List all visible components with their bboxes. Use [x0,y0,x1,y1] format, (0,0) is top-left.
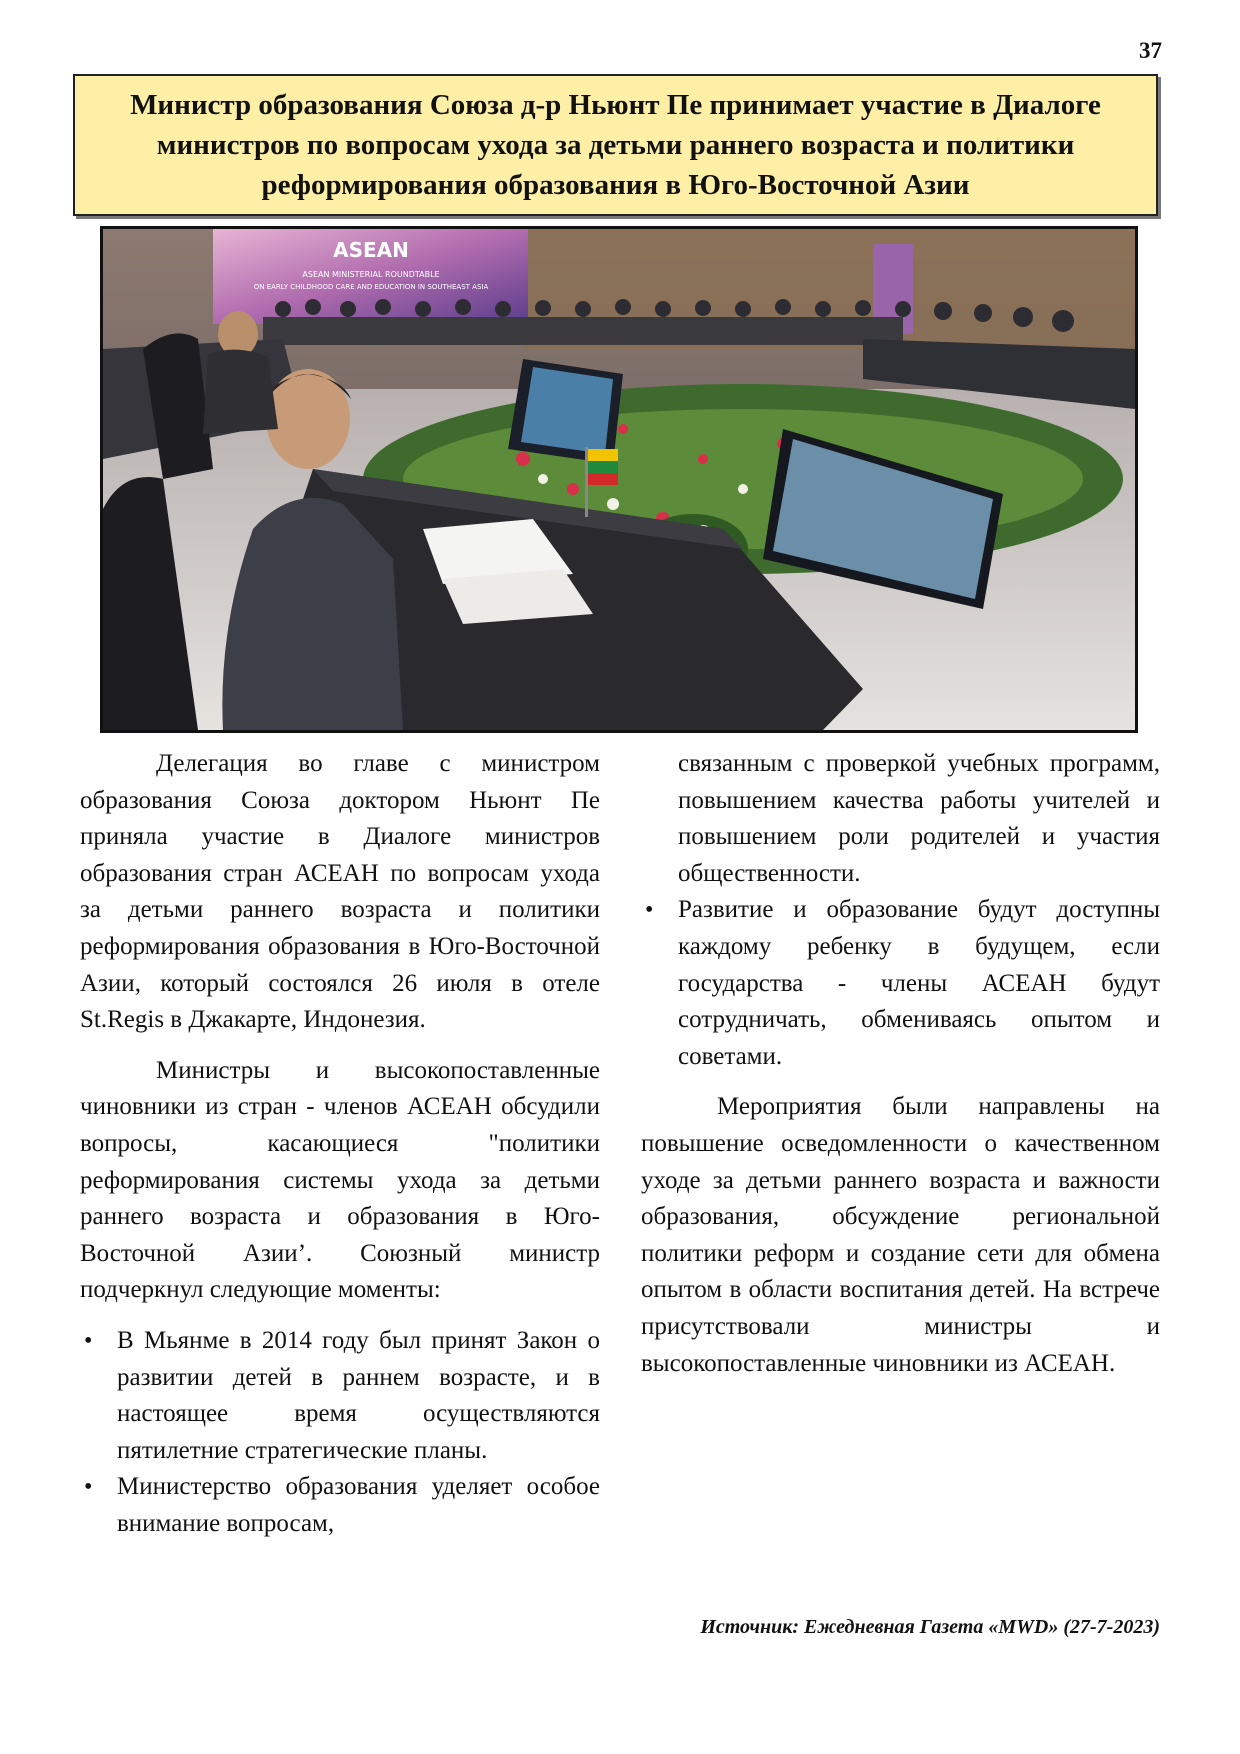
photo-illustration [103,229,1135,730]
bullet-list-right [641,892,1160,1075]
bullet-continuation: связанным с проверкой учебных программ, повышением качества работы учителей и повышением роли родителей и участия общественности. [678,750,1160,887]
left-column [80,746,600,1542]
headline-box [73,74,1158,216]
bullet-item: • Развитие и образование будут доступны каждому ребенку в будущем, если государства - члены АСЕАН будут сотрудничать, обмениваясь опытом и советами. [641,892,1160,1075]
meeting-photo [100,226,1138,733]
headline: Министр образования Союза д-р Ньюнт Пе принимает участие в Диалоге министров по вопросам ухода за детьми раннего возраста и политики реформирования образования в Юго-Восточной Азии [130,89,1101,201]
banner-line1: ASEAN MINISTERIAL ROUNDTABLE [302,270,440,279]
banner-brand: ASEAN [333,238,409,262]
paragraph-intro: Делегация во главе с министром образования Союза доктором Ньюнт Пе приняла участие в Диалоге министров образования стран АСЕАН по вопросам ухода за детьми раннего возраста и политики реформирования образования в Юго-Восточной Азии, который состоялся 26 июля в отеле St.Regis в Джакарте, Индонезия. [80,750,600,1034]
page-number: 37 [1139,38,1162,63]
paragraph-outcome: Мероприятия были направлены на повышение осведомленности о качественном уходе за детьми раннего возраста и важности образования, обсуждение региональной политики реформ и создание сети для обмена опытом в области воспитания детей. На встрече присутствовали министры и высокопоставленные чиновники из АСЕАН. [641,1093,1160,1377]
right-column [641,746,1160,1382]
bullet-item: • Министерство образования уделяет особое внимание вопросам, [80,1469,600,1542]
paragraph-discussion: Министры и высокопоставленные чиновники из стран - членов АСЕАН обсудили вопросы, касающиеся "политики реформирования системы ухода за детьми раннего возраста и образования в Юго-Восточной Азии’. Союзный министр подчеркнул следующие моменты: [80,1056,600,1304]
bullet-list-left [80,1323,600,1543]
banner-line2: ON EARLY CHILDHOOD CARE AND EDUCATION IN SOUTHEAST ASIA [253,283,489,291]
bullet-item: • В Мьянме в 2014 году был принят Закон о развитии детей в раннем возрасте, и в настоящее время осуществляются пятилетние стратегические планы. [80,1323,600,1469]
source-credit: Источник: Ежедневная Газета «MWD» (27-7-2023) [700,1616,1160,1638]
